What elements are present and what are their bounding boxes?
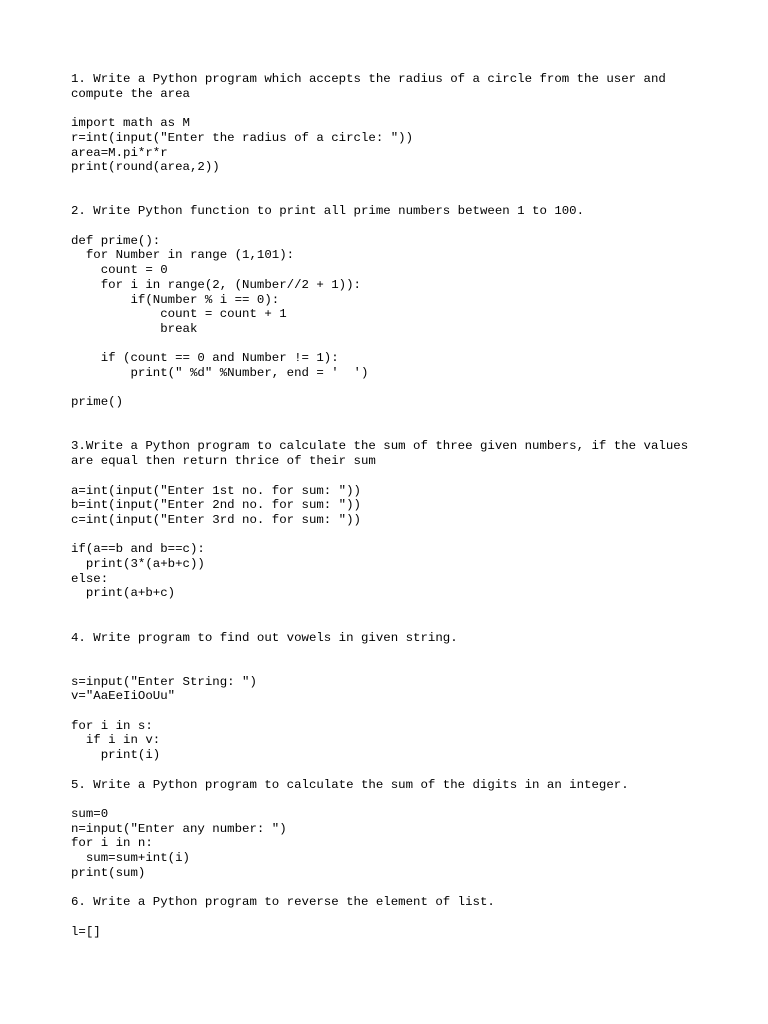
question-2-code-function: def prime(): for Number in range (1,101): count = 0 for i in range(2, (Number//2 + 1)): if(Number % i == 0): count = count + 1 break xyxy=(71,233,361,336)
spacer xyxy=(71,337,711,352)
question-3-code-condition: if(a==b and b==c): print(3*(a+b+c)) else: print(a+b+c) xyxy=(71,542,205,601)
spacer xyxy=(71,880,711,895)
document-body xyxy=(71,72,711,939)
spacer xyxy=(71,704,711,719)
question-5-code: sum=0 n=input("Enter any number: ") for i in n: sum=sum+int(i) print(sum) xyxy=(71,806,287,880)
spacer xyxy=(71,792,711,807)
question-5-text: 5. Write a Python program to calculate the sum of the digits in an integer. xyxy=(71,777,629,792)
question-2-code-call: prime() xyxy=(71,395,124,410)
question-2-text: 2. Write Python function to print all prime numbers between 1 to 100. xyxy=(71,204,585,219)
spacer xyxy=(71,219,711,234)
question-4-code-inputs: s=input("Enter String: ") v="AaEeIiOoUu" xyxy=(71,674,257,704)
spacer xyxy=(71,410,711,439)
question-1-text: 1. Write a Python program which accepts the radius of a circle from the user and compute the area xyxy=(71,72,666,101)
question-4-text: 4. Write program to find out vowels in given string. xyxy=(71,630,458,645)
question-3-code-inputs: a=int(input("Enter 1st no. for sum: ")) b=int(input("Enter 2nd no. for sum: ")) c=int(input("Enter 3rd no. for sum: ")) xyxy=(71,483,361,527)
question-2-code-condition: if (count == 0 and Number != 1): print(" %d" %Number, end = ' ') xyxy=(100,351,369,380)
spacer xyxy=(71,910,711,925)
spacer xyxy=(71,528,711,543)
spacer xyxy=(71,601,711,630)
question-3-text: 3.Write a Python program to calculate the sum of three given numbers, if the values are equal then return thrice of their sum xyxy=(71,439,689,469)
question-1-code: import math as M r=int(input("Enter the radius of a circle: ")) area=M.pi*r*r print(round(area,2)) xyxy=(71,116,414,175)
question-6-text: 6. Write a Python program to reverse the element of list. xyxy=(71,895,495,910)
question-4-code-loop: for i in s: if i in v: print(i) xyxy=(71,718,161,763)
question-6-code: l=[] xyxy=(71,924,101,939)
spacer xyxy=(71,381,711,396)
spacer xyxy=(71,763,711,778)
spacer xyxy=(71,175,711,204)
spacer xyxy=(71,645,711,674)
spacer xyxy=(71,101,711,116)
spacer xyxy=(71,469,711,484)
